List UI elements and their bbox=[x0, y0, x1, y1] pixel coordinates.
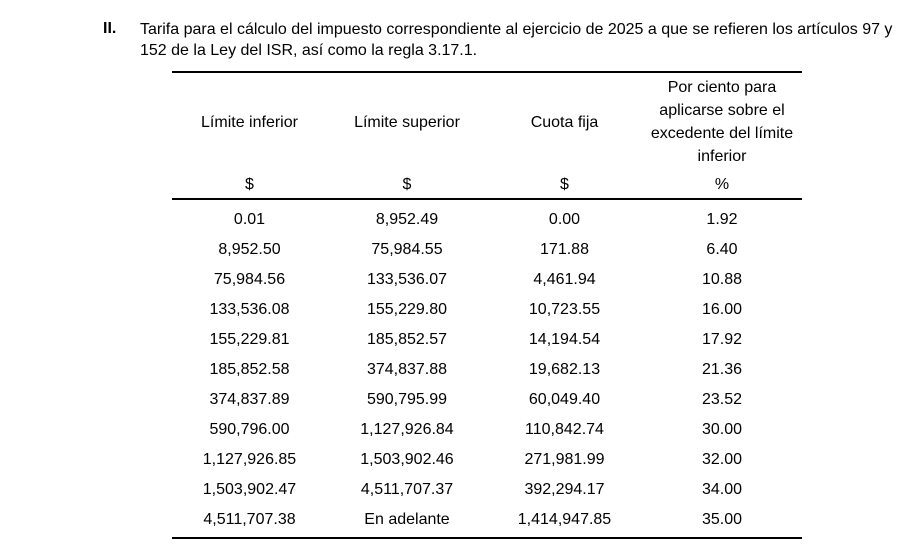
unit-limite-superior: $ bbox=[402, 175, 412, 193]
header-limite-inferior: Límite inferior bbox=[201, 113, 298, 131]
table-row bbox=[172, 325, 802, 355]
cell-por-ciento: 21.36 bbox=[701, 361, 743, 378]
table-row bbox=[172, 235, 802, 265]
cell-limite-inferior: 133,536.08 bbox=[209, 301, 290, 318]
table-row bbox=[172, 295, 802, 325]
header-por-ciento: Por ciento para aplicarse sobre el excedente del límite inferior bbox=[650, 79, 794, 165]
tarifa-table bbox=[172, 71, 802, 539]
cell-cuota-fija: 10,723.55 bbox=[528, 301, 601, 318]
cell-por-ciento: 30.00 bbox=[701, 421, 743, 438]
cell-por-ciento: 35.00 bbox=[701, 511, 743, 528]
cell-limite-superior: 185,852.57 bbox=[366, 331, 448, 348]
cell-limite-superior: 75,984.55 bbox=[371, 241, 443, 258]
cell-por-ciento: 10.88 bbox=[701, 271, 743, 288]
table-header-row bbox=[172, 73, 802, 171]
cell-por-ciento: 16.00 bbox=[701, 301, 743, 318]
cell-limite-inferior: 0.01 bbox=[233, 211, 266, 228]
cell-limite-inferior: 1,503,902.47 bbox=[202, 481, 297, 498]
cell-limite-inferior: 75,984.56 bbox=[213, 271, 286, 288]
cell-limite-superior: 8,952.49 bbox=[375, 211, 439, 228]
cell-limite-superior: 4,511,707.37 bbox=[360, 481, 454, 498]
cell-limite-inferior: 4,511,707.38 bbox=[203, 511, 296, 528]
header-cuota-fija: Cuota fija bbox=[530, 113, 599, 131]
cell-limite-superior: 1,503,902.46 bbox=[360, 451, 454, 468]
table-row bbox=[172, 475, 802, 505]
cell-cuota-fija: 392,294.17 bbox=[524, 481, 605, 498]
cell-limite-inferior: 8,952.50 bbox=[218, 241, 281, 258]
cell-limite-superior: 590,795.99 bbox=[366, 391, 448, 408]
table-row bbox=[172, 445, 802, 475]
table-row bbox=[172, 205, 802, 235]
cell-cuota-fija: 110,842.74 bbox=[525, 421, 604, 438]
table-row bbox=[172, 385, 802, 415]
cell-cuota-fija: 14,194.54 bbox=[528, 331, 601, 348]
cell-por-ciento: 1.92 bbox=[706, 211, 738, 228]
table-unit-row bbox=[172, 171, 802, 198]
cell-por-ciento: 17.92 bbox=[701, 331, 743, 348]
table-row bbox=[172, 415, 802, 445]
cell-por-ciento: 32.00 bbox=[701, 451, 743, 468]
table-row bbox=[172, 355, 802, 385]
cell-limite-superior: 1,127,926.84 bbox=[360, 421, 454, 438]
cell-por-ciento: 23.52 bbox=[701, 391, 743, 408]
cell-cuota-fija: 19,682.13 bbox=[528, 361, 601, 378]
cell-limite-superior: 133,536.07 bbox=[366, 271, 448, 288]
unit-cuota-fija: $ bbox=[560, 175, 569, 193]
cell-por-ciento: 6.40 bbox=[706, 241, 738, 258]
unit-por-ciento: % bbox=[714, 175, 730, 193]
cell-limite-inferior: 155,229.81 bbox=[209, 331, 290, 348]
cell-limite-inferior: 185,852.58 bbox=[209, 361, 290, 378]
cell-limite-superior: 374,837.88 bbox=[366, 361, 448, 378]
section-number: II. bbox=[103, 20, 117, 37]
section-description: Tarifa para el cálculo del impuesto correspondiente al ejercicio de 2025 a que se refieren los artículos 97 y 152 de la Ley del ISR, así como la regla 3.17.1. bbox=[140, 21, 893, 59]
cell-limite-inferior: 374,837.89 bbox=[209, 391, 290, 408]
cell-limite-superior: 155,229.80 bbox=[366, 301, 448, 318]
table-body bbox=[172, 200, 802, 537]
table-bottom-rule bbox=[172, 537, 802, 539]
cell-limite-superior: En adelante bbox=[364, 511, 450, 528]
cell-cuota-fija: 1,414,947.85 bbox=[517, 511, 612, 528]
cell-cuota-fija: 60,049.40 bbox=[528, 391, 601, 408]
table-row bbox=[172, 265, 802, 295]
header-limite-superior: Límite superior bbox=[354, 113, 460, 131]
cell-cuota-fija: 0.00 bbox=[548, 211, 581, 228]
table-row bbox=[172, 505, 802, 535]
cell-cuota-fija: 4,461.94 bbox=[533, 271, 596, 288]
cell-por-ciento: 34.00 bbox=[701, 481, 743, 498]
cell-limite-inferior: 1,127,926.85 bbox=[202, 451, 297, 468]
unit-limite-inferior: $ bbox=[245, 175, 254, 193]
cell-limite-inferior: 590,796.00 bbox=[209, 421, 290, 438]
cell-cuota-fija: 271,981.99 bbox=[524, 451, 605, 468]
cell-cuota-fija: 171.88 bbox=[540, 241, 589, 258]
